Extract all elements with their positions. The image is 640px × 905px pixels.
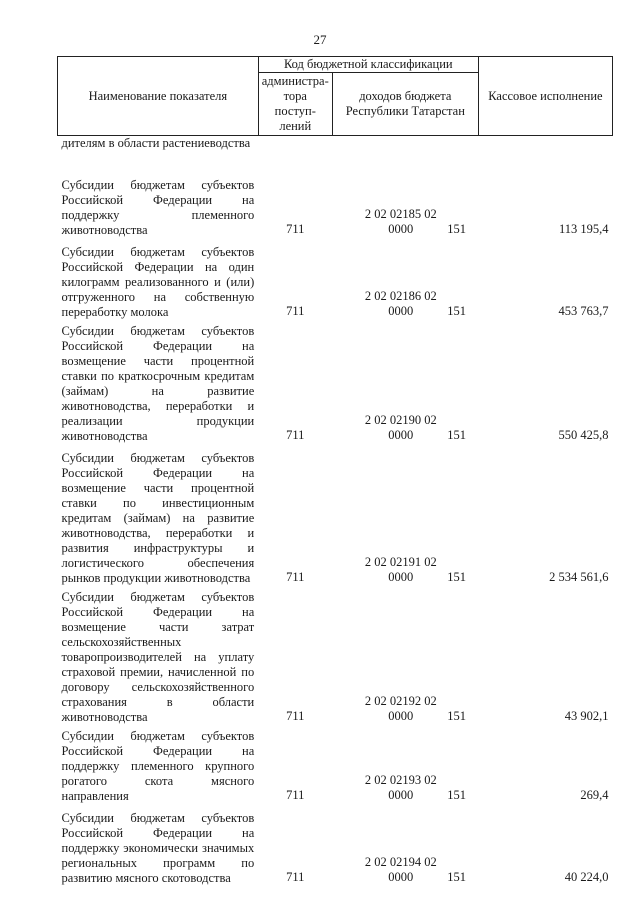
row-amount: 550 425,8	[558, 428, 609, 442]
row-amount: 2 534 561,6	[549, 570, 609, 584]
table-row	[58, 320, 613, 444]
row-revenue-code: 2 02 02194 02 0000	[364, 855, 437, 884]
header-indicator-name: Наименование показателя	[58, 57, 259, 136]
header-revenue-code: доходов бюджета Республики Татарстан	[332, 73, 478, 136]
table-row	[58, 725, 613, 804]
table-row	[58, 238, 613, 320]
row-admin-code: 711	[286, 788, 305, 802]
row-amount: 453 763,7	[558, 304, 609, 318]
header-classification-code: Код бюджетной классификации	[258, 57, 478, 73]
row-amount: 40 224,0	[564, 870, 609, 884]
budget-revenue-table	[57, 56, 613, 886]
header-cash-execution: Кассовое исполнение	[478, 57, 612, 136]
row-revenue-code: 2 02 02186 02 0000	[364, 289, 437, 318]
row-subcode: 151	[447, 709, 466, 723]
row-revenue-code: 2 02 02190 02 0000	[364, 413, 437, 442]
table-row	[58, 444, 613, 586]
row-revenue-code: 2 02 02191 02 0000	[364, 555, 437, 584]
table-row-continuation	[58, 136, 613, 173]
table-row	[58, 586, 613, 725]
row-admin-code: 711	[286, 304, 305, 318]
row-name: Субсидии бюджетам субъектов Российской Федерации на возмещение части затрат сельскохозяйственных товаропроизводителей на уплату страховой премии, начисленной по договору сельскохозяйственного страхования в области животноводства	[61, 590, 255, 724]
header-administrator: администра-тора поступ-лений	[258, 73, 332, 136]
row-name: Субсидии бюджетам субъектов Российской Федерации на возмещение части процентной ставки по инвестиционным кредитам (займам) на развитие животноводства, переработки и развития инфраструктуры и логистического обеспечения рынков продукции животноводства	[61, 451, 255, 585]
row-name: Субсидии бюджетам субъектов Российской Федерации на поддержку племенного крупного рогатого скота мясного направления	[61, 729, 255, 803]
row-subcode: 151	[447, 428, 466, 442]
row-admin-code: 711	[286, 428, 305, 442]
row-revenue-code: 2 02 02185 02 0000	[364, 207, 437, 236]
row-revenue-code: 2 02 02192 02 0000	[364, 694, 437, 723]
continuation-text: дителям в области растениеводства	[61, 136, 251, 150]
row-admin-code: 711	[286, 870, 305, 884]
row-name: Субсидии бюджетам субъектов Российской Федерации на поддержку племенного животноводства	[61, 178, 255, 237]
row-amount: 43 902,1	[564, 709, 609, 723]
row-subcode: 151	[447, 570, 466, 584]
row-name: Субсидии бюджетам субъектов Российской Федерации на один килограмм реализованного и (или) отгруженного на собственную переработку молока	[61, 245, 255, 319]
row-admin-code: 711	[286, 709, 305, 723]
row-subcode: 151	[447, 870, 466, 884]
row-subcode: 151	[447, 304, 466, 318]
table-row	[58, 172, 613, 238]
row-subcode: 151	[447, 222, 466, 236]
row-amount: 269,4	[580, 788, 609, 802]
row-admin-code: 711	[286, 222, 305, 236]
row-name: Субсидии бюджетам субъектов Российской Федерации на возмещение части процентной ставки по краткосрочным кредитам (займам) на развитие животноводства, переработки и реализации продукции животноводства	[61, 324, 255, 443]
row-amount: 113 195,4	[558, 222, 609, 236]
row-subcode: 151	[447, 788, 466, 802]
row-admin-code: 711	[286, 570, 305, 584]
table-row	[58, 804, 613, 886]
page-number: 27	[313, 32, 327, 47]
row-name: Субсидии бюджетам субъектов Российской Федерации на поддержку экономически значимых региональных программ по развитию мясного скотоводства	[61, 811, 255, 885]
row-revenue-code: 2 02 02193 02 0000	[364, 773, 437, 802]
